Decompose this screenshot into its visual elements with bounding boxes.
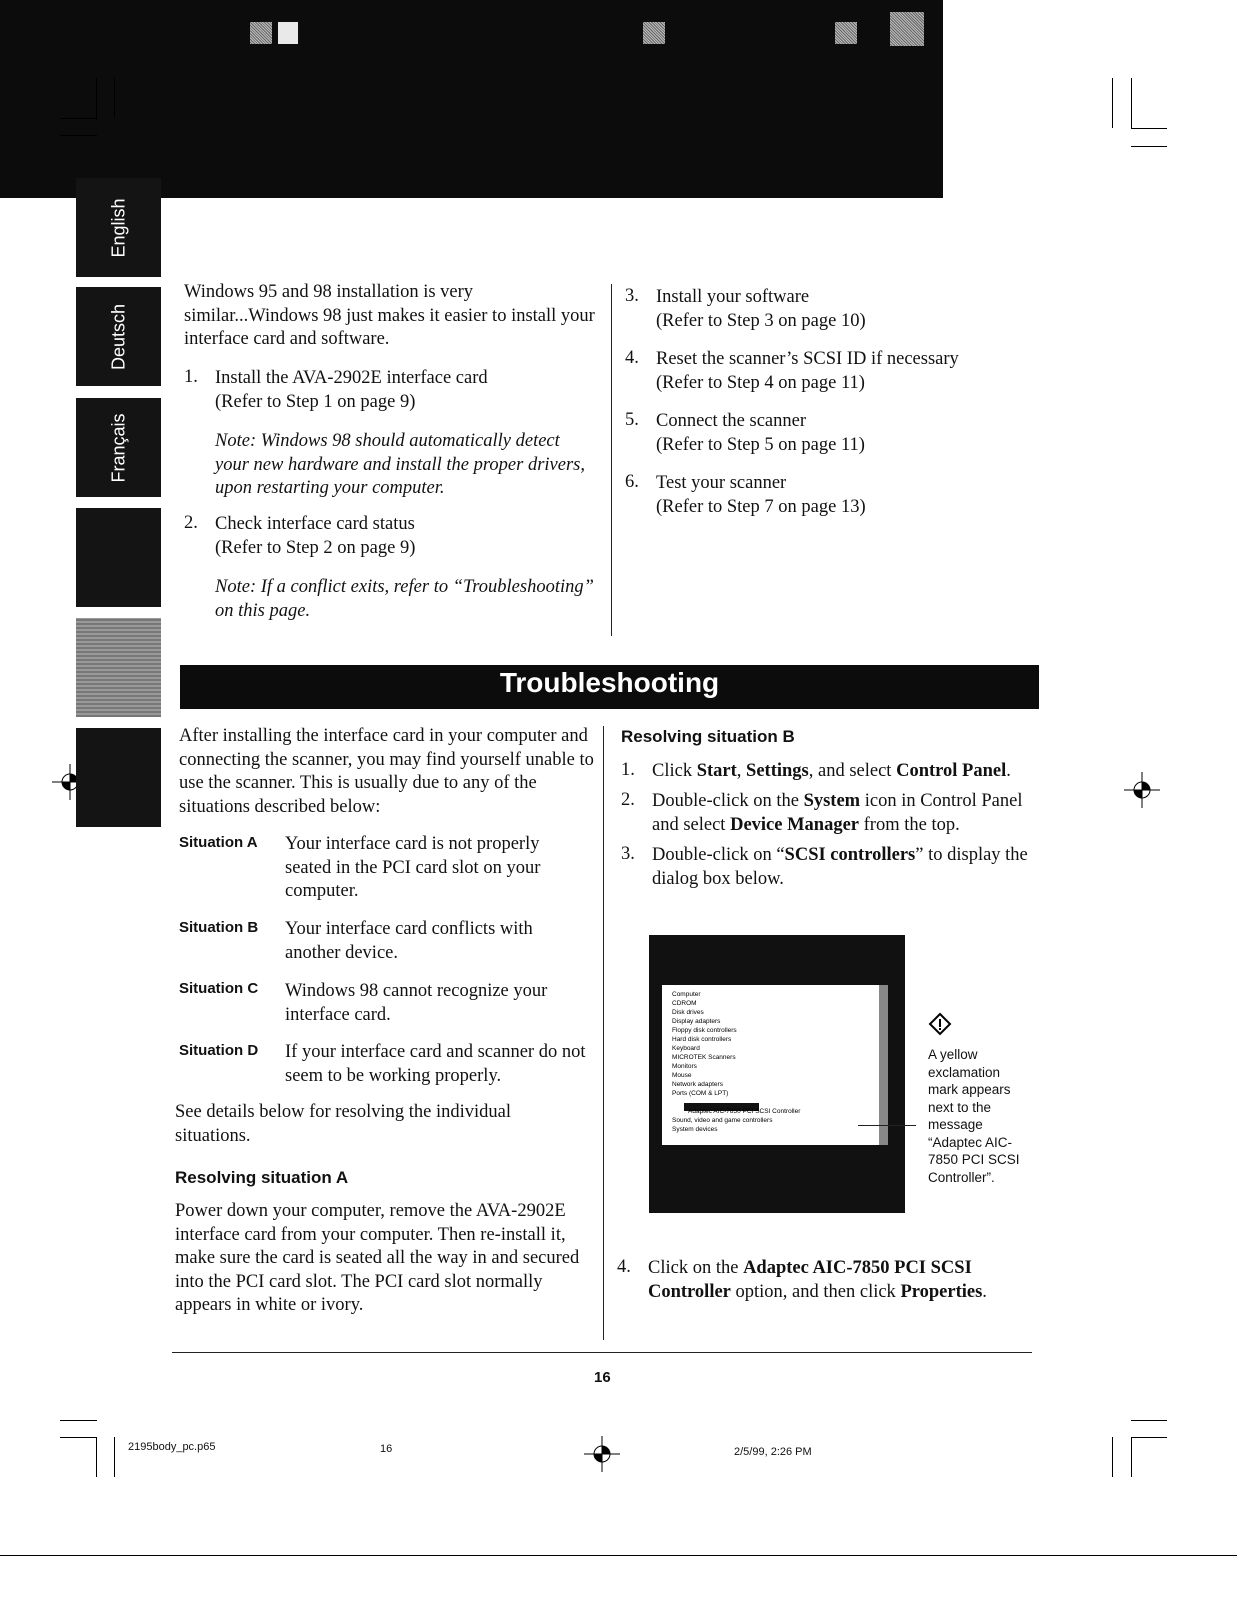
step-line: (Refer to Step 5 on page 11) [656,434,865,455]
crop-mark [1131,1420,1167,1421]
text-run: Double-click on the [652,791,804,811]
step-line: Install your software [656,287,810,307]
device-tree-row[interactable]: Display adapters [672,1018,721,1025]
side-tab-blank [76,508,161,607]
note-text: Windows 98 should automatically detect your new hardware and install the proper drivers, upon restarting your computer. [215,431,585,498]
color-bar-swatch [643,22,665,44]
color-bar-swatch [890,12,924,46]
device-tree-row[interactable]: Network adapters [672,1081,723,1088]
page-number: 16 [594,1369,611,1386]
device-manager-screenshot [649,935,905,1213]
note-label: Note: [215,577,257,597]
crop-mark [1131,1437,1167,1438]
side-tab-francais [76,398,161,497]
step-number: 2. [184,513,198,533]
side-tab-english [76,178,161,277]
side-tab-deutsch [76,287,161,386]
text-run: . [982,1281,987,1302]
bold-term: SCSI controllers [784,845,916,865]
text-run: Click [652,761,697,781]
step-number: 4. [625,348,639,368]
text-run: , and select [808,761,897,781]
device-tree-row[interactable]: Mouse [672,1072,692,1079]
column-divider [603,726,604,1340]
title-sub: (SCSI Environment) [603,1565,820,1590]
step-number: 2. [621,790,635,810]
device-tree-row[interactable]: Computer [672,991,701,998]
step-line: Check interface card status [215,514,415,534]
note-text: If a conflict exits, refer to “Troubleshooting” on this page. [215,577,594,621]
page-title [178,1560,819,1592]
text-run: , [736,761,747,781]
device-tree-row[interactable]: Adaptec AIC-7850 PCI SCSI Controller [688,1108,801,1115]
text-run: Click on the [648,1258,744,1278]
crop-mark [1112,1437,1113,1477]
section-title: Troubleshooting [499,667,720,698]
res-b-step [652,790,1042,837]
troubleshooting-intro: After installing the interface card in your computer and connecting the scanner, you may find yourself unable to use the scanner. This is usually due to any of the situations described below: [179,726,594,817]
device-tree-row[interactable]: Floppy disk controllers [672,1027,737,1034]
crop-mark [60,118,97,119]
crop-mark [60,135,97,136]
step-line: (Refer to Step 3 on page 10) [656,310,866,331]
troubleshooting-banner [180,665,1039,709]
step-number: 5. [625,410,639,430]
crop-mark [1112,78,1113,128]
crop-mark [60,1437,97,1438]
resolving-b-heading: Resolving situation B [621,727,795,746]
step-line: (Refer to Step 1 on page 9) [215,391,416,412]
bold-term: System [803,791,861,811]
registration-target-icon [1124,772,1160,808]
situation-label: Situation B [179,919,259,936]
device-tree-row[interactable]: Keyboard [672,1045,700,1052]
title-main: Installation under Windows 98 [178,1560,596,1591]
text-run: . [1006,761,1011,781]
crop-mark [1131,146,1167,147]
text-run: Double-click on “ [652,845,785,865]
step-line: Test your scanner [656,473,787,493]
step-text [656,472,1056,519]
install-intro: Windows 95 and 98 installation is very similar...Windows 98 just makes it easier to install your interface card and software. [184,282,595,349]
bold-term: Properties [900,1281,983,1302]
step-line: Install the AVA-2902E interface card [215,368,488,388]
step-number: 3. [621,844,635,864]
step-line: Reset the scanner’s SCSI ID if necessary [656,349,959,369]
note-1 [215,430,595,501]
situation-text: Your interface card conflicts with another device. [285,919,533,963]
step-line: (Refer to Step 2 on page 9) [215,537,416,558]
see-details: See details below for resolving the individual situations. [175,1102,512,1146]
step-text [215,513,605,560]
scrollbar [879,985,888,1145]
text-run: option, and then click [730,1281,901,1302]
step-number: 3. [625,286,639,306]
bold-term: Control Panel [896,761,1007,781]
crop-mark [96,78,97,120]
note-2 [215,576,600,623]
bold-term: Adaptec AIC-7850 PCI SCSI Controller [648,1258,972,1302]
situation-label: Situation D [179,1042,259,1059]
resolving-a-text: Power down your computer, remove the AVA-2902E interface card from your computer. Then re-install it, make sure the card is seated all the way in and secured into the PCI card slot. The PCI card slot normally appears in white or ivory. [175,1201,580,1315]
step-number: 6. [625,472,639,492]
bold-term: Device Manager [730,814,860,835]
resolving-a-heading: Resolving situation A [175,1168,349,1187]
text-run: from the top. [859,814,960,835]
step-text [656,348,1056,395]
footer-page: 16 [380,1443,393,1455]
column-divider [611,284,612,636]
device-tree-row[interactable]: Disk drives [672,1009,704,1016]
bold-term: Settings [746,761,809,781]
situation-label: Situation A [179,834,258,851]
registration-target-icon [584,1436,620,1472]
situation-text: If your interface card and scanner do not seem to be working properly. [285,1042,586,1086]
crop-mark [1131,1437,1132,1477]
note-label: Note: [215,431,257,451]
crop-mark [114,78,115,118]
device-tree-row[interactable]: Monitors [672,1063,697,1070]
crop-mark [0,1555,1237,1556]
res-b-step [652,760,1052,784]
step-line: (Refer to Step 4 on page 11) [656,372,865,393]
side-tab-label: Français [108,412,128,483]
situation-text: Your interface card is not properly seated in the PCI card slot on your computer. [285,834,541,901]
bold-term: Start [696,761,737,781]
step-text [656,286,1056,333]
crop-mark [1131,78,1132,128]
side-tab-blank [76,618,161,717]
color-bar-swatch [278,22,298,44]
step-text [215,367,605,414]
device-tree-row[interactable]: CDROM [672,1000,697,1007]
device-tree-row[interactable]: Ports (COM & LPT) [672,1090,729,1097]
text-run: ” to display the dialog box below. [652,845,1028,889]
callout-line [858,1125,916,1126]
step-line: Connect the scanner [656,411,806,431]
crop-mark [60,1420,97,1421]
step-number: 4. [617,1257,631,1277]
device-tree-row[interactable]: System devices [672,1126,718,1133]
footer-datetime: 2/5/99, 2:26 PM [734,1446,812,1458]
exclamation-mark-icon [928,1012,952,1036]
situation-text: Windows 98 cannot recognize your interface card. [285,981,548,1025]
side-tab-label: English [108,197,128,258]
crop-mark [1131,128,1167,129]
callout-text: A yellow exclamation mark appears next to the message “Adaptec AIC-7850 PCI SCSI Controller”. [928,1047,1020,1185]
step-line: (Refer to Step 7 on page 13) [656,496,866,517]
side-tab-blank [76,728,161,827]
color-bar-swatch [835,22,857,44]
device-tree [662,985,888,1145]
device-tree-row[interactable]: MICROTEK Scanners [672,1054,736,1061]
step-4-text [648,1257,1028,1304]
crop-mark [96,1437,97,1477]
bottom-rule [172,1352,1032,1353]
res-b-step [652,844,1042,891]
text-run: icon in Control Panel and select [652,791,1023,835]
crop-mark [114,1437,115,1477]
step-text [656,410,1056,457]
step-number: 1. [184,367,198,387]
device-tree-row[interactable]: Hard disk controllers [672,1036,732,1043]
device-tree-row[interactable]: Sound, video and game controllers [672,1117,773,1124]
footer-filename: 2195body_pc.p65 [128,1441,216,1453]
color-bar-swatch [250,22,272,44]
step-number: 1. [621,760,635,780]
situation-label: Situation C [179,980,259,997]
side-tab-label: Deutsch [108,303,128,370]
